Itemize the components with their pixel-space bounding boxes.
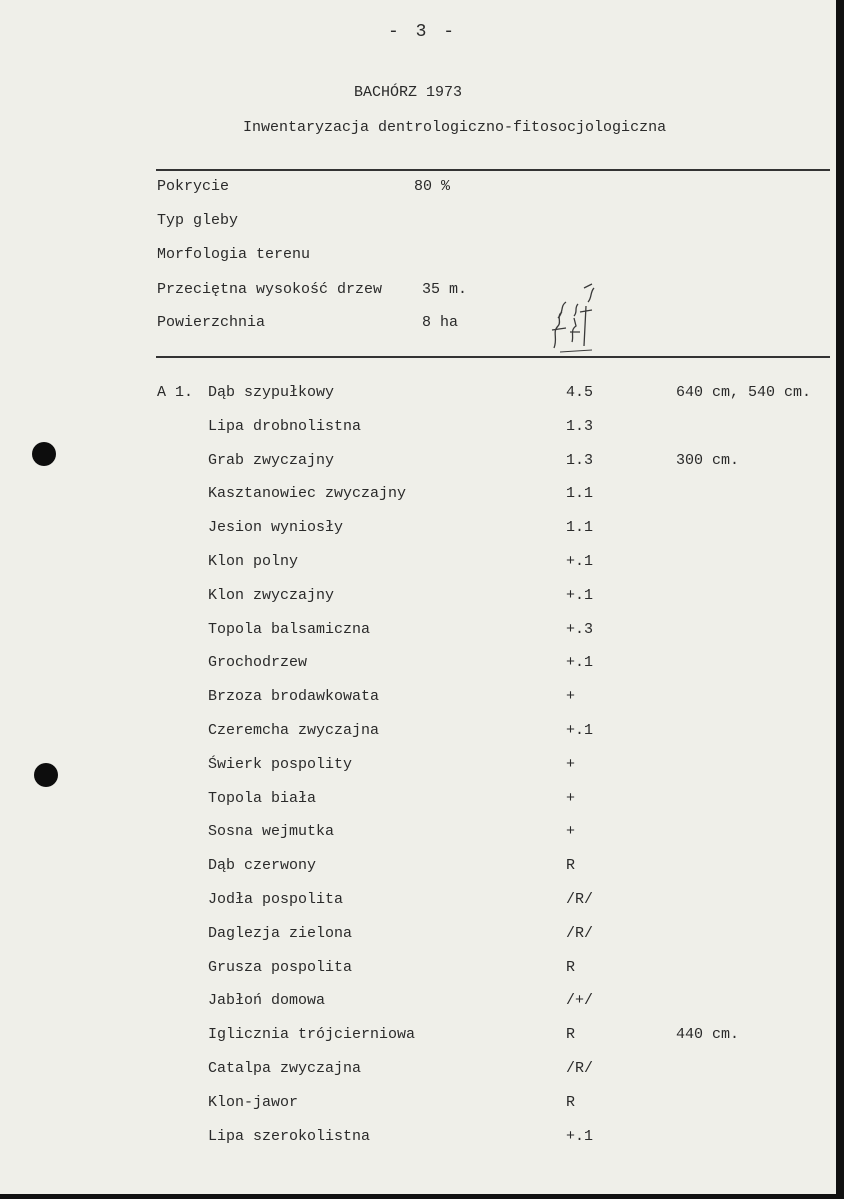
species-name: Klon zwyczajny (208, 587, 335, 604)
species-note: 640 cm, 540 cm. (676, 384, 812, 401)
species-abundance: R (566, 1094, 576, 1111)
species-name: Jodła pospolita (208, 891, 344, 908)
species-name: Topola balsamiczna (208, 621, 371, 638)
species-abundance: R (566, 959, 576, 976)
species-name: Kasztanowiec zwyczajny (208, 485, 407, 502)
species-name: Catalpa zwyczajna (208, 1060, 362, 1077)
species-name: Dąb szypułkowy (208, 384, 335, 401)
species-name: Klon polny (208, 553, 299, 570)
document-title: BACHÓRZ 1973 (354, 84, 463, 101)
punch-hole (32, 442, 56, 466)
top-divider (156, 169, 830, 171)
species-abundance: +.3 (566, 621, 594, 638)
species-abundance: /R/ (566, 891, 594, 908)
species-name: Klon-jawor (208, 1094, 299, 1111)
species-note: 440 cm. (676, 1026, 740, 1043)
species-abundance: R (566, 1026, 576, 1043)
species-name: Grochodrzew (208, 654, 308, 671)
scan-edge (836, 0, 844, 1199)
species-name: Lipa szerokolistna (208, 1128, 371, 1145)
species-abundance: + (566, 756, 576, 773)
species-abundance: +.1 (566, 1128, 594, 1145)
species-abundance: /R/ (566, 1060, 594, 1077)
species-name: Czeremcha zwyczajna (208, 722, 380, 739)
species-abundance: /+/ (566, 992, 594, 1009)
species-name: Jesion wyniosły (208, 519, 344, 536)
meta-label-terrain: Morfologia terenu (157, 246, 311, 263)
species-name: Grusza pospolita (208, 959, 353, 976)
species-abundance: +.1 (566, 587, 594, 604)
species-name: Grab zwyczajny (208, 452, 335, 469)
punch-hole (34, 763, 58, 787)
scan-edge (0, 1194, 844, 1199)
species-name: Daglezja zielona (208, 925, 353, 942)
meta-label-area: Powierzchnia (157, 314, 266, 331)
species-name: Dąb czerwony (208, 857, 317, 874)
species-name: Topola biała (208, 790, 317, 807)
meta-value-coverage: 80 % (414, 178, 451, 195)
species-name: Lipa drobnolistna (208, 418, 362, 435)
species-abundance: + (566, 790, 576, 807)
species-abundance: + (566, 823, 576, 840)
meta-label-height: Przeciętna wysokość drzew (157, 281, 383, 298)
species-abundance: 4.5 (566, 384, 594, 401)
species-name: Brzoza brodawkowata (208, 688, 380, 705)
species-abundance: 1.1 (566, 485, 594, 502)
species-abundance: +.1 (566, 553, 594, 570)
species-abundance: +.1 (566, 722, 594, 739)
species-abundance: R (566, 857, 576, 874)
species-abundance: /R/ (566, 925, 594, 942)
species-group-label: A 1. (157, 384, 194, 401)
species-abundance: + (566, 688, 576, 705)
species-name: Świerk pospolity (208, 756, 353, 773)
bottom-divider (156, 356, 830, 358)
species-abundance: 1.1 (566, 519, 594, 536)
document-subtitle: Inwentaryzacja dentrologiczno-fitosocjologiczna (243, 119, 667, 136)
page-number: - 3 - (388, 22, 458, 42)
meta-value-area: 8 ha (422, 314, 459, 331)
species-abundance: 1.3 (566, 418, 594, 435)
handwritten-signature (548, 282, 600, 354)
species-name: Sosna wejmutka (208, 823, 335, 840)
species-abundance: 1.3 (566, 452, 594, 469)
species-name: Jabłoń domowa (208, 992, 326, 1009)
meta-label-coverage: Pokrycie (157, 178, 230, 195)
species-abundance: +.1 (566, 654, 594, 671)
meta-label-soil: Typ gleby (157, 212, 239, 229)
species-note: 300 cm. (676, 452, 740, 469)
meta-value-height: 35 m. (422, 281, 468, 298)
species-name: Iglicznia trójcierniowa (208, 1026, 416, 1043)
